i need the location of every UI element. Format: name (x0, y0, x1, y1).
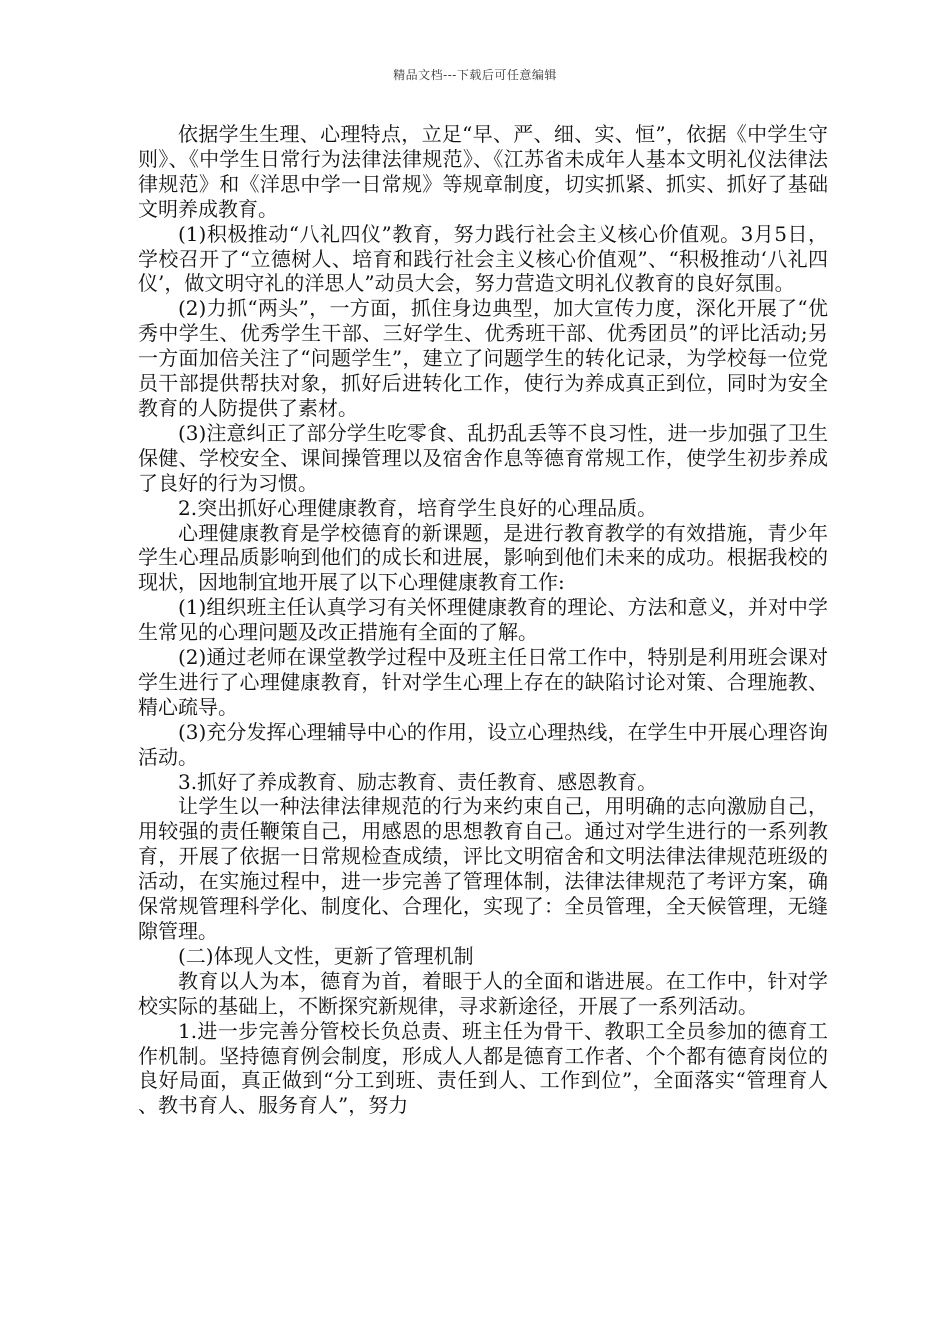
paragraph: (1)积极推动“八礼四仪”教育，努力践行社会主义核心价值观。3月5日，学校召开了“立德树人、培育和践行社会主义核心价值观”、“积极推动‘八礼四仪’，做文明守礼的洋思人”动员大会，努力营造文明礼仪教育的良好氛围。 (138, 221, 828, 296)
paragraph: 教育以人为本，德育为首，着眼于人的全面和谐进展。在工作中，针对学校实际的基础上，不断探究新规律，寻求新途径，开展了一系列活动。 (138, 968, 828, 1018)
paragraph: 2.突出抓好心理健康教育，培育学生良好的心理品质。 (178, 495, 658, 520)
paragraph: 1.进一步完善分管校长负总责、班主任为骨干、教职工全员参加的德育工作机制。坚持德育例会制度，形成人人都是德育工作者、个个都有德育岗位的良好局面，真正做到“分工到班、责任到人、工作到位”，全面落实“管理育人、教书育人、服务育人”，努力 (138, 1018, 828, 1118)
paragraph: 3.抓好了养成教育、励志教育、责任教育、感恩教育。 (178, 769, 658, 794)
paragraph: 心理健康教育是学校德育的新课题，是进行教育教学的有效措施，青少年学生心理品质影响到他们的成长和进展，影响到他们未来的成功。根据我校的现状，因地制宜地开展了以下心理健康教育工作: (138, 520, 828, 595)
paragraph: 让学生以一种法律法律规范的行为来约束自己，用明确的志向激励自己，用较强的责任鞭策自己，用感恩的思想教育自己。通过对学生进行的一系列教育，开展了依据一日常规检查成绩，评比文明宿舍和文明法律法律规范班级的活动，在实施过程中，进一步完善了管理体制，法律法律规范了考评方案，确保常规管理科学化、制度化、合理化，实现了：全员管理，全天候管理，无缝隙管理。 (138, 794, 828, 943)
paragraph: 依据学生生理、心理特点，立足“早、严、细、实、恒”，依据《中学生守则》、《中学生日常行为法律法律规范》、《江苏省未成年人基本文明礼仪法律法律规范》和《洋思中学一日常规》等规章制度，切实抓紧、抓实、抓好了基础文明养成教育。 (138, 122, 828, 221)
paragraph: (2)力抓“两头”，一方面，抓住身边典型，加大宣传力度，深化开展了“优秀中学生、优秀学生干部、三好学生、优秀班干部、优秀团员”的评比活动;另一方面加倍关注了“问题学生”，建立了问题学生的转化记录，为学校每一位党员干部提供帮扶对象，抓好后进转化工作，使行为养成真正到位，同时为安全教育的人防提供了素材。 (138, 296, 828, 420)
paragraph: (二)体现人文性，更新了管理机制 (178, 943, 474, 968)
paragraph: (2)通过老师在课堂教学过程中及班主任日常工作中，特别是利用班会课对学生进行了心理健康教育，针对学生心理上存在的缺陷讨论对策、合理施教、精心疏导。 (138, 645, 828, 719)
paragraph: (3)充分发挥心理辅导中心的作用，设立心理热线，在学生中开展心理咨询活动。 (138, 719, 828, 769)
page-header: 精品文档---下载后可任意编辑 (393, 68, 557, 82)
paragraph: (1)组织班主任认真学习有关怀理健康教育的理论、方法和意义，并对中学生常见的心理问题及改正措施有全面的了解。 (138, 595, 828, 645)
paragraph: (3)注意纠正了部分学生吃零食、乱扔乱丢等不良习性，进一步加强了卫生保健、学校安全、课间操管理以及宿舍作息等德育常规工作，使学生初步养成了良好的行为习惯。 (138, 420, 828, 495)
document-body (138, 122, 828, 1118)
